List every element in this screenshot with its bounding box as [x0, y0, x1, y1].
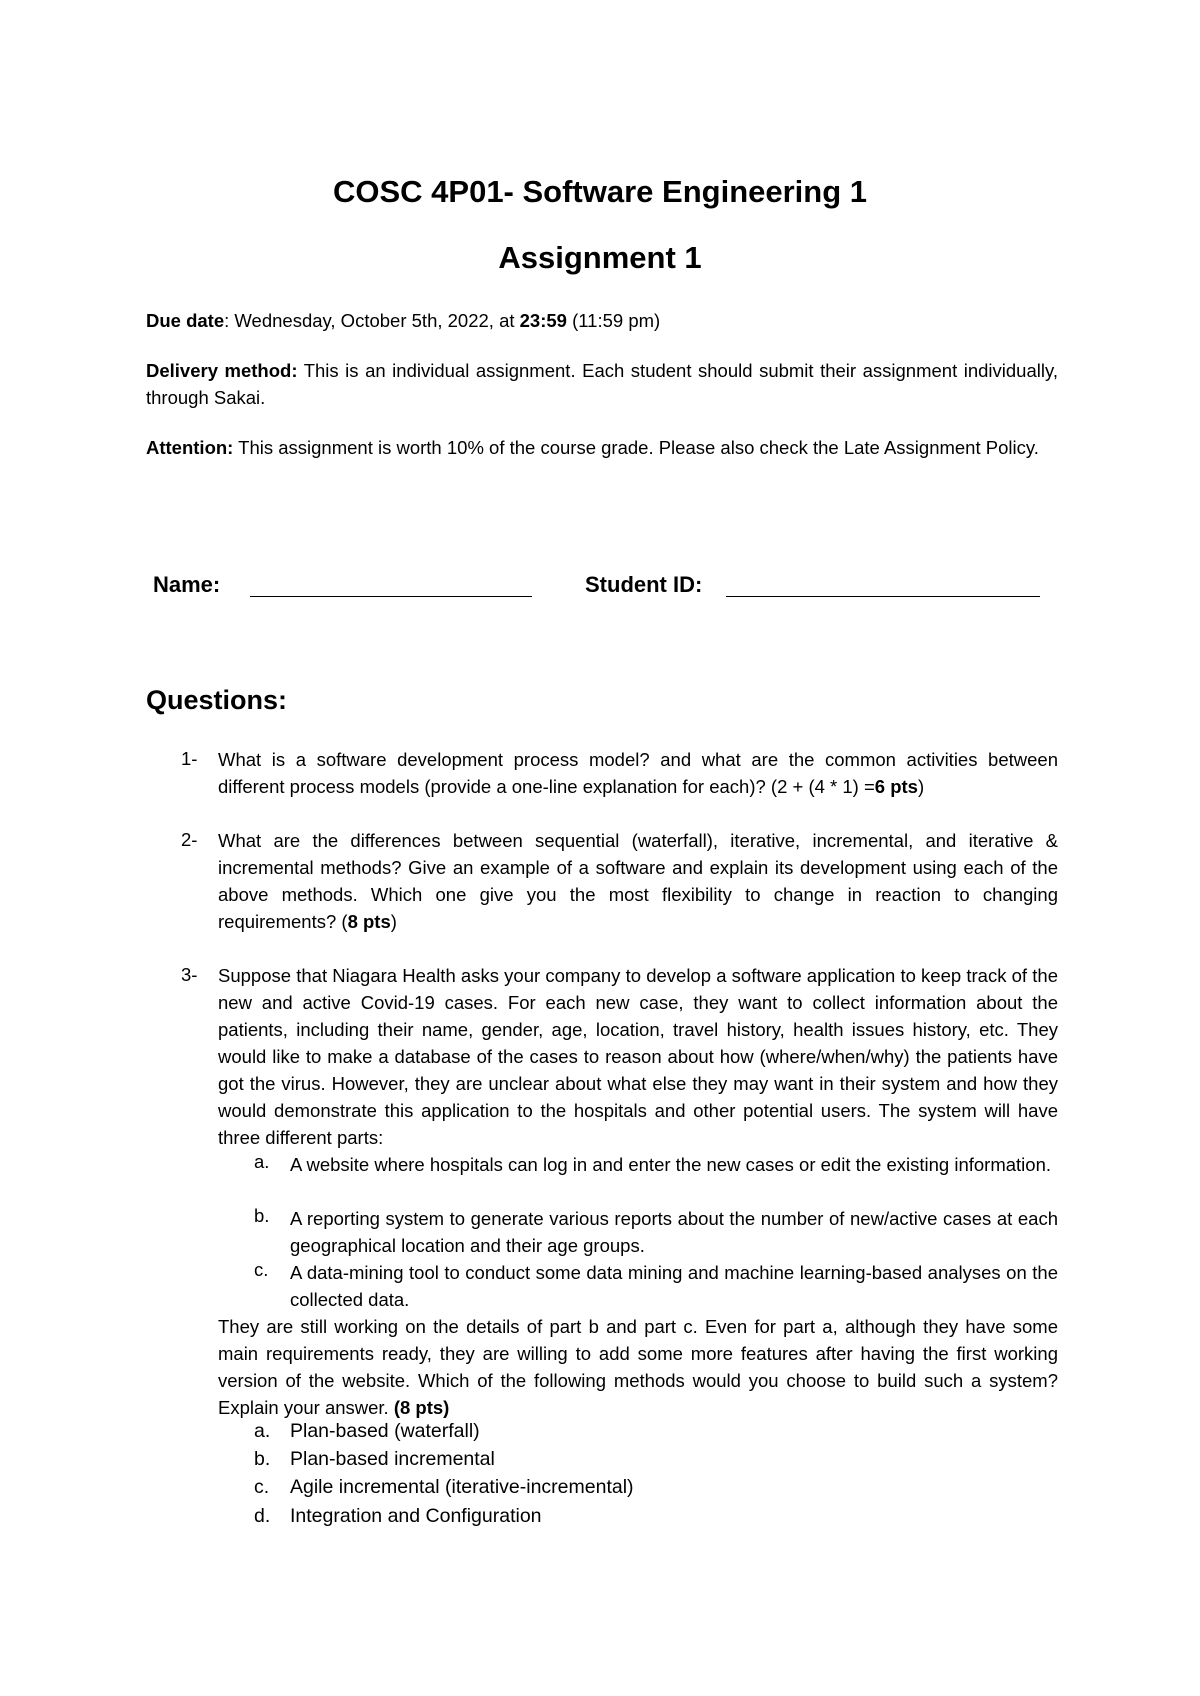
part-a-label: a. — [254, 1151, 270, 1172]
name-label: Name: — [153, 572, 221, 597]
option-b-label: b. — [254, 1448, 271, 1470]
question-1-body: What is a software development process model? and what are the common activities between different process models (provide a one-line explanation for each)? (2 + (4 * 1) = — [218, 749, 1058, 797]
attention-text: This assignment is worth 10% of the course grade. Please also check the Late Assignment Policy. — [233, 437, 1039, 458]
name-blank-line — [250, 596, 532, 597]
option-d-label: d. — [254, 1505, 271, 1527]
option-c-text: Agile incremental (iterative-incremental) — [290, 1476, 634, 1498]
option-d-text: Integration and Configuration — [290, 1505, 542, 1527]
option-a-text: Plan-based (waterfall) — [290, 1420, 480, 1442]
student-id-label: Student ID: — [585, 572, 703, 597]
due-date-text: : Wednesday, October 5th, 2022, at — [224, 310, 520, 331]
part-b-text: A reporting system to generate various reports about the number of new/active cases at each geographical location and their age groups. — [290, 1208, 1058, 1256]
question-2-end: ) — [390, 911, 397, 932]
student-id-blank-line — [726, 596, 1040, 597]
question-1-text — [218, 746, 1058, 800]
course-title: COSC 4P01- Software Engineering 1 — [332, 174, 868, 209]
option-b-text: Plan-based incremental — [290, 1448, 495, 1470]
question-2-points: 8 pts — [347, 911, 391, 932]
option-a-label: a. — [254, 1420, 271, 1442]
question-3-text: Suppose that Niagara Health asks your company to develop a software application to keep track of the new and active Covid-19 cases. For each new case, they want to collect information about the patients, including their name, gender, age, location, travel history, health issues history, etc. They would like to make a database of the cases to reason about how (where/when/why) the patients have got the virus. However, they are unclear about what else they may want in their system and how they would demonstrate this application to the hospitals and other potential users. The system will have three different parts: — [218, 965, 1058, 1148]
part-a-text: A website where hospitals can log in and enter the new cases or edit the existing information. — [290, 1154, 1051, 1175]
assignment-title: Assignment 1 — [498, 240, 702, 275]
part-c-label: c. — [254, 1259, 269, 1280]
option-c-label: c. — [254, 1476, 270, 1498]
delivery-text: This is an individual assignment. Each student should submit their assignment individually, through Sakai. — [146, 360, 1058, 408]
delivery-method — [146, 357, 1058, 411]
question-2-text — [218, 827, 1058, 935]
delivery-label: Delivery method: — [146, 360, 298, 381]
question-3-follow-up — [218, 1313, 1058, 1421]
question-3-points: (8 pts) — [393, 1397, 450, 1418]
question-2-number: 2- — [181, 829, 198, 850]
due-date-suffix: (11:59 pm) — [566, 310, 661, 331]
question-1-number: 1- — [181, 748, 198, 769]
due-date-label: Due date — [146, 310, 225, 331]
part-b-label: b. — [254, 1205, 270, 1226]
question-2-body: What are the differences between sequential (waterfall), iterative, incremental, and iterative & incremental methods? Give an example of a software and explain its development using each of the above methods. Which one give you the most flexibility to change in reaction to changing requirements? ( — [218, 830, 1058, 932]
part-c-text: A data-mining tool to conduct some data mining and machine learning-based analyses on the collected data. — [290, 1262, 1058, 1310]
question-1-end: ) — [917, 776, 925, 797]
questions-heading: Questions: — [146, 685, 288, 715]
due-date-line — [146, 307, 1058, 334]
due-date-time: 23:59 — [519, 310, 567, 331]
question-3-follow-up-text: They are still working on the details of part b and part c. Even for part a, although they have some main requirements ready, they are willing to add some more features after having the first working version of the website. Which of the following methods would you choose to build such a system? Explain your answer. — [218, 1316, 1058, 1418]
question-3-number: 3- — [181, 964, 198, 985]
question-1-points: 6 pts — [874, 776, 918, 797]
attention-note — [146, 434, 1058, 461]
attention-label: Attention: — [146, 437, 234, 458]
